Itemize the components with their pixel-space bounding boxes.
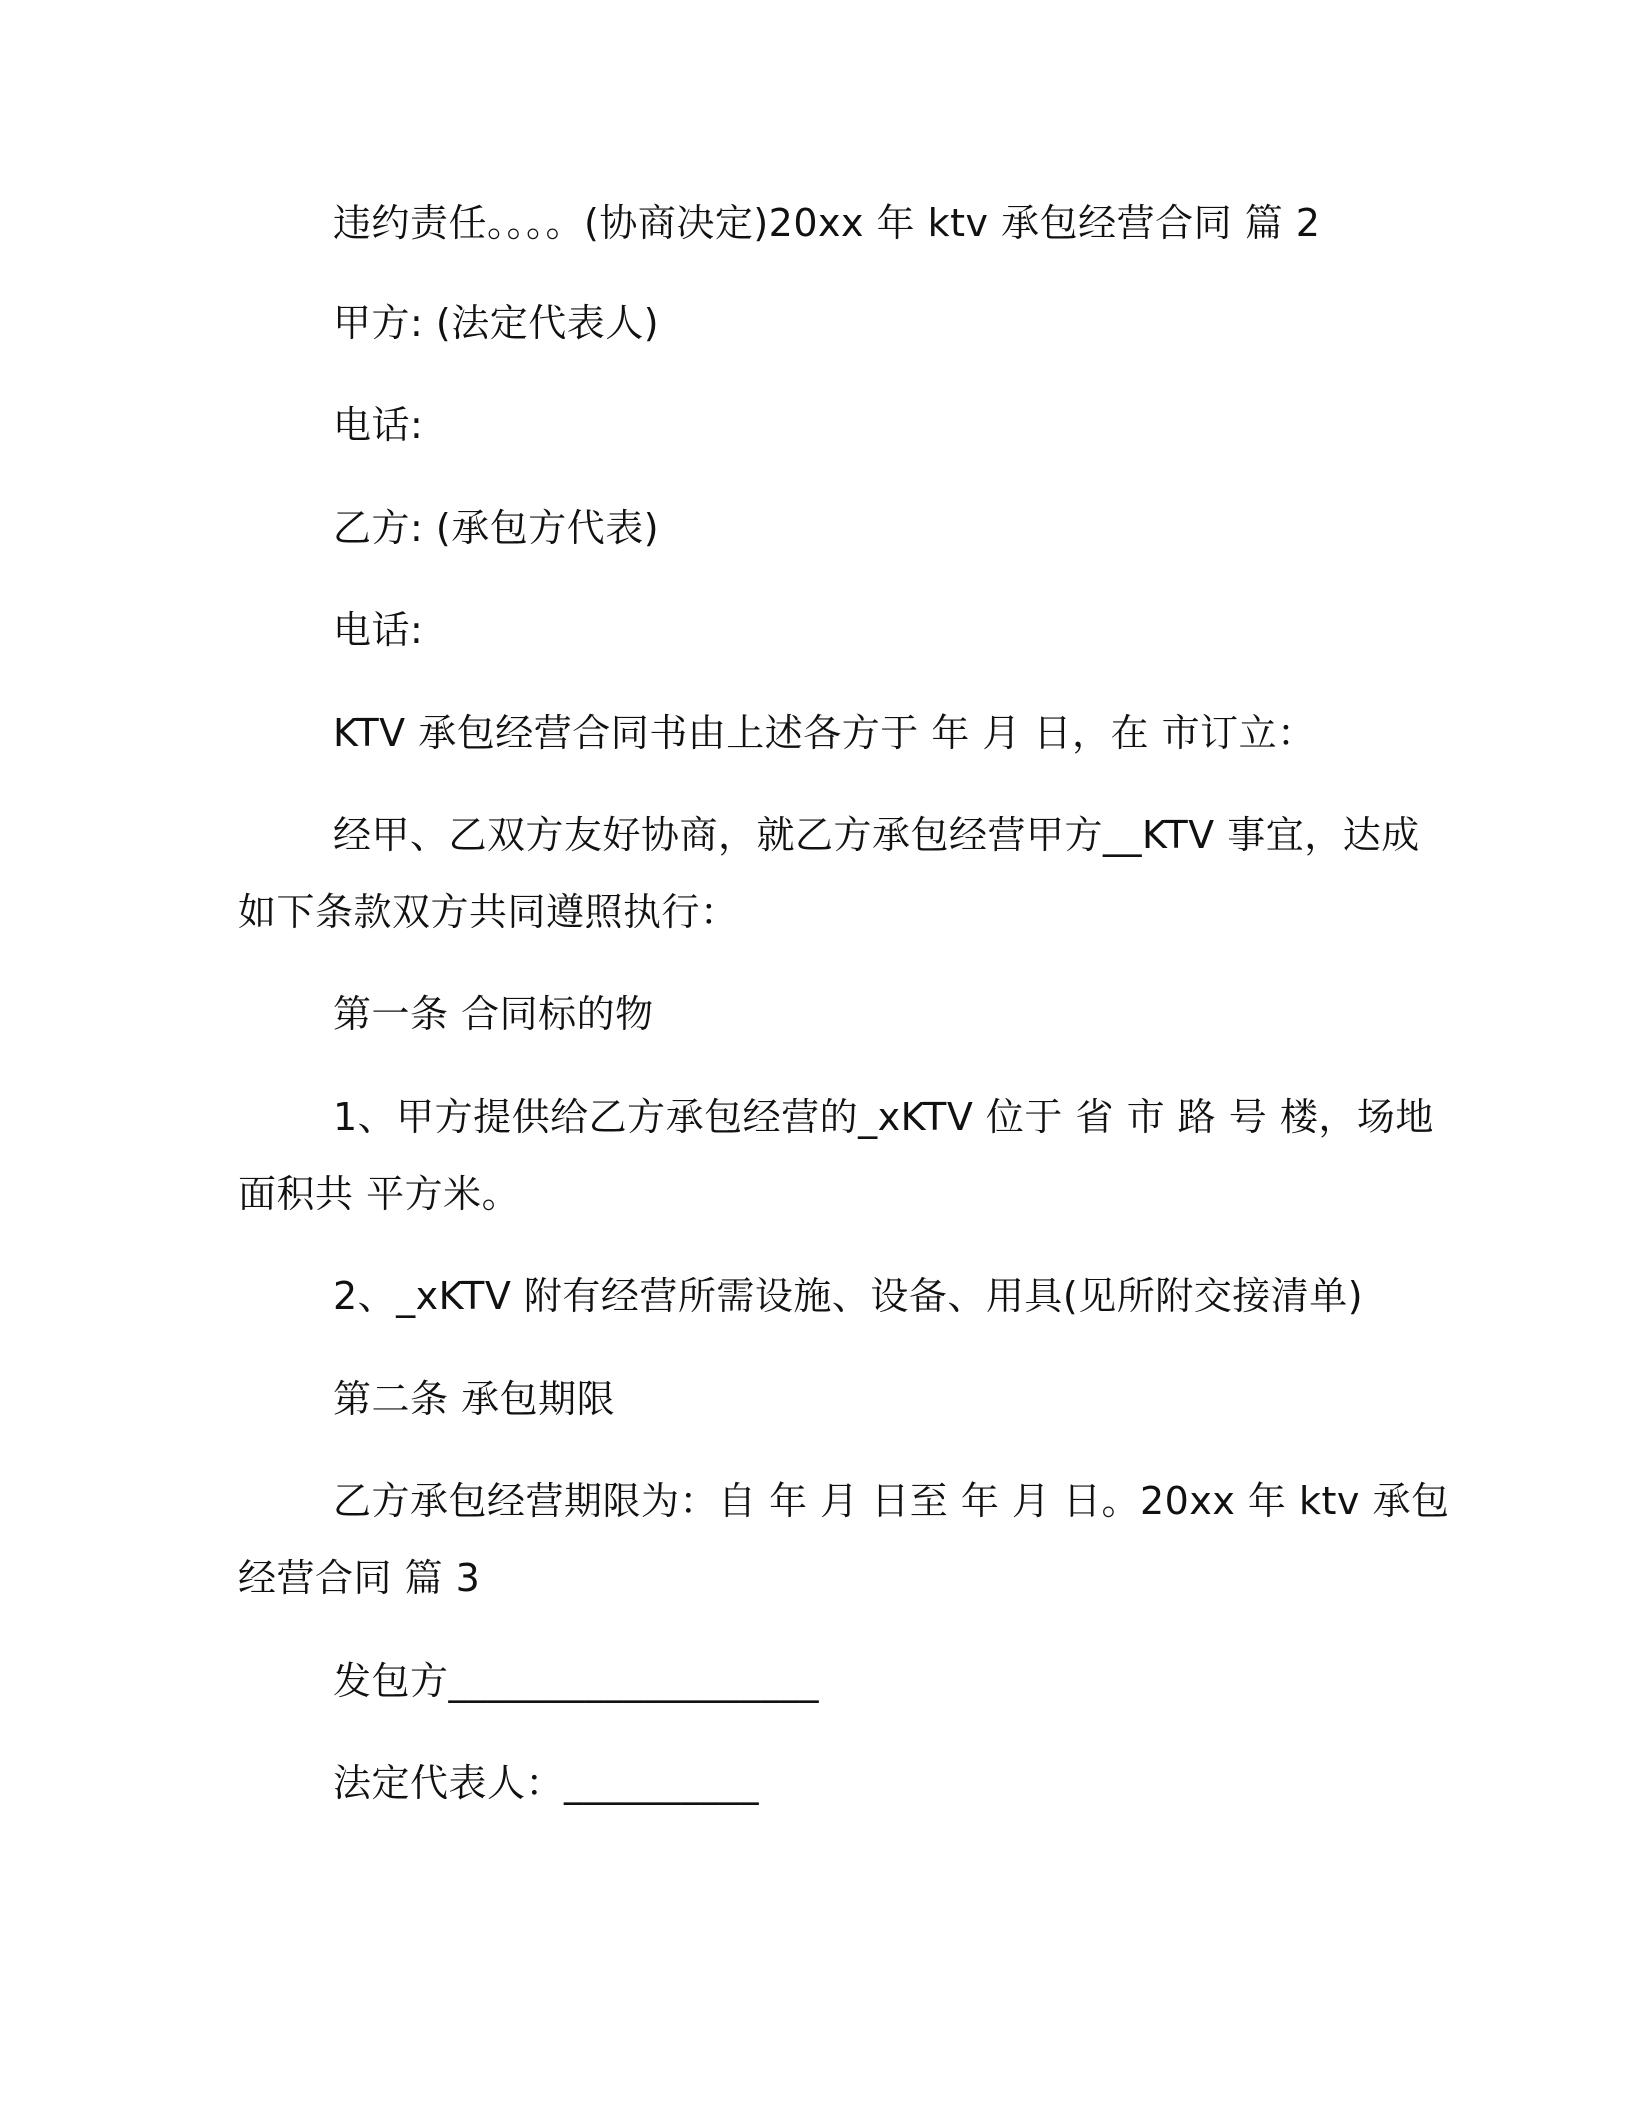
text-line-party-a: 甲方: (法定代表人) <box>333 301 660 345</box>
text-line-breach-liability-heading: 违约责任。。。。(协商决定)20xx 年 ktv 承包经营合同 篇 2 <box>333 201 1321 245</box>
text-line-clause-1: 1、甲方提供给乙方承包经营的_xKTV 位于 省 市 路 号 楼，场地 <box>333 1095 1434 1139</box>
text-line-article-1-heading: 第一条 合同标的物 <box>333 992 654 1036</box>
text-line-phone-a: 电话: <box>333 403 424 447</box>
text-line-contractor: 发包方___________________ <box>333 1659 820 1703</box>
text-line-clause-2: 2、_xKTV 附有经营所需设施、设备、用具(见所附交接清单) <box>333 1274 1364 1318</box>
text-line-phone-b: 电话: <box>333 608 424 652</box>
text-line-term: 乙方承包经营期限为：自 年 月 日至 年 月 日。20xx 年 ktv 承包 <box>333 1479 1450 1523</box>
text-line-article-2-heading: 第二条 承包期限 <box>333 1377 616 1421</box>
text-line-legal-representative: 法定代表人：__________ <box>333 1761 760 1805</box>
text-line-contract-signing: KTV 承包经营合同书由上述各方于 年 月 日，在 市订立： <box>333 711 1316 755</box>
text-line-negotiation: 经甲、乙双方友好协商，就乙方承包经营甲方__KTV 事宜，达成 <box>333 813 1420 857</box>
text-line-term-cont: 经营合同 篇 3 <box>238 1556 481 1600</box>
text-line-party-b: 乙方: (承包方代表) <box>333 506 660 550</box>
text-line-negotiation-cont: 如下条款双方共同遵照执行： <box>238 890 739 934</box>
text-line-clause-1-cont: 面积共 平方米。 <box>238 1172 521 1216</box>
